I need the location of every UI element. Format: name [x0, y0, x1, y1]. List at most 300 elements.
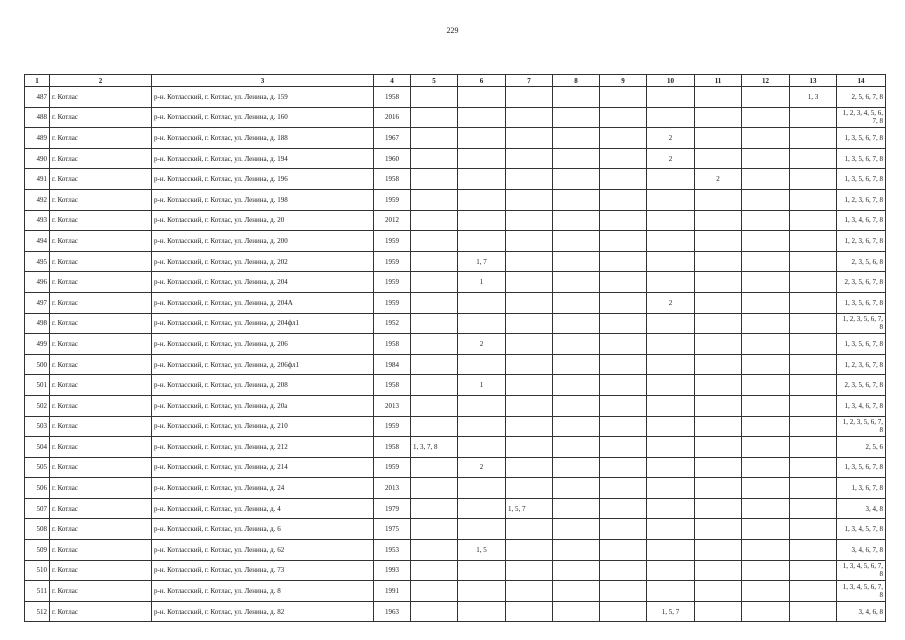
table-row [25, 251, 886, 272]
cell-col-12 [742, 540, 790, 561]
cell-col-9 [600, 498, 647, 519]
cell-col-11 [695, 437, 742, 458]
cell-col-5 [411, 478, 458, 499]
cell-col-9 [600, 169, 647, 190]
table-row [25, 395, 886, 416]
cell-col-6 [458, 560, 506, 581]
cell-col-8 [553, 540, 600, 561]
cell-col-13 [790, 292, 837, 313]
cell-col-9 [600, 87, 647, 108]
cell-col-7 [506, 87, 553, 108]
cell-col-5 [411, 457, 458, 478]
cell-col-4: 1958 [374, 375, 411, 396]
cell-col-10 [647, 189, 695, 210]
cell-col-7 [506, 189, 553, 210]
cell-col-12 [742, 478, 790, 499]
cell-col-9 [600, 107, 647, 128]
cell-col-12 [742, 581, 790, 602]
cell-col-3: р-н. Котласский, г. Котлас, ул. Ленина, д. 204 [152, 272, 374, 293]
cell-col-4: 1993 [374, 560, 411, 581]
cell-col-1: 501 [25, 375, 50, 396]
cell-col-11 [695, 107, 742, 128]
cell-col-11 [695, 148, 742, 169]
cell-col-3: р-н. Котласский, г. Котлас, ул. Ленина, д. 204А [152, 292, 374, 313]
cell-col-14: 1, 3, 4, 6, 7, 8 [837, 210, 886, 231]
cell-col-6: 1 [458, 375, 506, 396]
cell-col-8 [553, 189, 600, 210]
cell-col-4: 1960 [374, 148, 411, 169]
cell-col-8 [553, 334, 600, 355]
cell-col-11 [695, 189, 742, 210]
cell-col-5 [411, 272, 458, 293]
cell-col-10 [647, 169, 695, 190]
cell-col-12 [742, 251, 790, 272]
column-header-3: 3 [152, 75, 374, 87]
cell-col-5 [411, 128, 458, 149]
table-row [25, 148, 886, 169]
cell-col-5 [411, 148, 458, 169]
cell-col-11 [695, 292, 742, 313]
cell-col-8 [553, 272, 600, 293]
cell-col-1: 488 [25, 107, 50, 128]
cell-col-11 [695, 478, 742, 499]
cell-col-8 [553, 128, 600, 149]
cell-col-9 [600, 560, 647, 581]
cell-col-6 [458, 189, 506, 210]
table-row [25, 416, 886, 437]
cell-col-10 [647, 87, 695, 108]
cell-col-6 [458, 601, 506, 622]
cell-col-2: г. Котлас [50, 540, 152, 561]
cell-col-9 [600, 416, 647, 437]
table-row [25, 210, 886, 231]
cell-col-10 [647, 107, 695, 128]
cell-col-3: р-н. Котласский, г. Котлас, ул. Ленина, д. 73 [152, 560, 374, 581]
cell-col-6: 2 [458, 334, 506, 355]
column-header-9: 9 [600, 75, 647, 87]
cell-col-13 [790, 560, 837, 581]
cell-col-1: 511 [25, 581, 50, 602]
cell-col-7 [506, 128, 553, 149]
cell-col-8 [553, 437, 600, 458]
cell-col-13 [790, 334, 837, 355]
cell-col-4: 2013 [374, 478, 411, 499]
cell-col-14: 1, 2, 3, 4, 5, 6, 7, 8 [837, 107, 886, 128]
cell-col-2: г. Котлас [50, 395, 152, 416]
cell-col-11 [695, 560, 742, 581]
cell-col-1: 499 [25, 334, 50, 355]
cell-col-4: 1953 [374, 540, 411, 561]
table-row [25, 375, 886, 396]
cell-col-12 [742, 560, 790, 581]
cell-col-9 [600, 148, 647, 169]
column-header-1: 1 [25, 75, 50, 87]
cell-col-14: 1, 2, 3, 5, 6, 7, 8 [837, 416, 886, 437]
cell-col-7 [506, 395, 553, 416]
cell-col-14: 1, 3, 5, 6, 7, 8 [837, 457, 886, 478]
cell-col-13 [790, 189, 837, 210]
cell-col-1: 500 [25, 354, 50, 375]
cell-col-4: 1959 [374, 251, 411, 272]
cell-col-5 [411, 251, 458, 272]
cell-col-9 [600, 540, 647, 561]
cell-col-3: р-н. Котласский, г. Котлас, ул. Ленина, д. 204фл1 [152, 313, 374, 334]
cell-col-5 [411, 210, 458, 231]
cell-col-14: 1, 3, 4, 6, 7, 8 [837, 395, 886, 416]
cell-col-4: 2013 [374, 395, 411, 416]
cell-col-12 [742, 457, 790, 478]
registry-table [24, 74, 886, 622]
cell-col-5 [411, 498, 458, 519]
table-header-row [25, 75, 886, 87]
cell-col-10 [647, 272, 695, 293]
cell-col-13 [790, 354, 837, 375]
cell-col-6 [458, 395, 506, 416]
cell-col-4: 1991 [374, 581, 411, 602]
cell-col-7 [506, 169, 553, 190]
cell-col-5 [411, 169, 458, 190]
cell-col-8 [553, 457, 600, 478]
cell-col-13 [790, 313, 837, 334]
cell-col-4: 1963 [374, 601, 411, 622]
cell-col-8 [553, 581, 600, 602]
cell-col-1: 495 [25, 251, 50, 272]
cell-col-6 [458, 437, 506, 458]
cell-col-2: г. Котлас [50, 519, 152, 540]
cell-col-13 [790, 601, 837, 622]
cell-col-14: 3, 4, 8 [837, 498, 886, 519]
cell-col-10 [647, 437, 695, 458]
cell-col-8 [553, 519, 600, 540]
cell-col-14: 1, 3, 6, 7, 8 [837, 478, 886, 499]
cell-col-12 [742, 107, 790, 128]
cell-col-12 [742, 272, 790, 293]
cell-col-9 [600, 189, 647, 210]
cell-col-13 [790, 210, 837, 231]
table-row [25, 519, 886, 540]
cell-col-3: р-н. Котласский, г. Котлас, ул. Ленина, д. 159 [152, 87, 374, 108]
cell-col-8 [553, 87, 600, 108]
table-row [25, 107, 886, 128]
cell-col-7 [506, 210, 553, 231]
cell-col-12 [742, 87, 790, 108]
cell-col-10 [647, 251, 695, 272]
cell-col-6 [458, 148, 506, 169]
table-row [25, 169, 886, 190]
cell-col-7 [506, 107, 553, 128]
cell-col-14: 2, 5, 6, 7, 8 [837, 87, 886, 108]
cell-col-6 [458, 87, 506, 108]
cell-col-11 [695, 251, 742, 272]
cell-col-1: 504 [25, 437, 50, 458]
cell-col-10 [647, 519, 695, 540]
cell-col-2: г. Котлас [50, 437, 152, 458]
cell-col-13 [790, 251, 837, 272]
cell-col-7 [506, 313, 553, 334]
cell-col-4: 1958 [374, 437, 411, 458]
table-row [25, 272, 886, 293]
table-row [25, 354, 886, 375]
cell-col-2: г. Котлас [50, 313, 152, 334]
cell-col-13 [790, 375, 837, 396]
cell-col-5 [411, 231, 458, 252]
cell-col-11 [695, 210, 742, 231]
cell-col-10 [647, 375, 695, 396]
cell-col-5 [411, 395, 458, 416]
cell-col-2: г. Котлас [50, 478, 152, 499]
cell-col-8 [553, 251, 600, 272]
cell-col-14: 1, 2, 3, 6, 7, 8 [837, 354, 886, 375]
cell-col-1: 505 [25, 457, 50, 478]
column-header-10: 10 [647, 75, 695, 87]
cell-col-9 [600, 395, 647, 416]
cell-col-2: г. Котлас [50, 375, 152, 396]
cell-col-12 [742, 169, 790, 190]
cell-col-2: г. Котлас [50, 87, 152, 108]
cell-col-7 [506, 560, 553, 581]
cell-col-9 [600, 519, 647, 540]
cell-col-10: 1, 5, 7 [647, 601, 695, 622]
cell-col-14: 2, 3, 5, 6, 7, 8 [837, 272, 886, 293]
cell-col-3: р-н. Котласский, г. Котлас, ул. Ленина, д. 62 [152, 540, 374, 561]
cell-col-2: г. Котлас [50, 107, 152, 128]
cell-col-9 [600, 581, 647, 602]
cell-col-12 [742, 601, 790, 622]
cell-col-8 [553, 478, 600, 499]
cell-col-10 [647, 416, 695, 437]
cell-col-6 [458, 169, 506, 190]
cell-col-12 [742, 437, 790, 458]
cell-col-1: 498 [25, 313, 50, 334]
cell-col-4: 1959 [374, 189, 411, 210]
cell-col-4: 1959 [374, 231, 411, 252]
cell-col-12 [742, 375, 790, 396]
cell-col-3: р-н. Котласский, г. Котлас, ул. Ленина, д. 202 [152, 251, 374, 272]
cell-col-11 [695, 519, 742, 540]
cell-col-2: г. Котлас [50, 354, 152, 375]
table-row [25, 540, 886, 561]
cell-col-12 [742, 313, 790, 334]
table-row [25, 292, 886, 313]
cell-col-13 [790, 540, 837, 561]
cell-col-11 [695, 395, 742, 416]
cell-col-10 [647, 231, 695, 252]
cell-col-9 [600, 231, 647, 252]
cell-col-5: 1, 3, 7, 8 [411, 437, 458, 458]
cell-col-3: р-н. Котласский, г. Котлас, ул. Ленина, д. 4 [152, 498, 374, 519]
cell-col-2: г. Котлас [50, 601, 152, 622]
cell-col-5 [411, 560, 458, 581]
table-row [25, 128, 886, 149]
table-row [25, 334, 886, 355]
cell-col-1: 507 [25, 498, 50, 519]
cell-col-13 [790, 107, 837, 128]
cell-col-11 [695, 457, 742, 478]
column-header-14: 14 [837, 75, 886, 87]
cell-col-6 [458, 498, 506, 519]
cell-col-14: 1, 3, 5, 6, 7, 8 [837, 169, 886, 190]
cell-col-12 [742, 148, 790, 169]
cell-col-10 [647, 395, 695, 416]
cell-col-6: 2 [458, 457, 506, 478]
cell-col-9 [600, 478, 647, 499]
cell-col-8 [553, 313, 600, 334]
cell-col-14: 1, 3, 4, 5, 7, 8 [837, 519, 886, 540]
cell-col-7 [506, 437, 553, 458]
column-header-8: 8 [553, 75, 600, 87]
cell-col-4: 1959 [374, 292, 411, 313]
cell-col-9 [600, 313, 647, 334]
cell-col-9 [600, 437, 647, 458]
cell-col-7 [506, 540, 553, 561]
cell-col-5 [411, 107, 458, 128]
cell-col-14: 1, 2, 3, 6, 7, 8 [837, 189, 886, 210]
cell-col-14: 1, 2, 3, 6, 7, 8 [837, 231, 886, 252]
cell-col-1: 493 [25, 210, 50, 231]
cell-col-5 [411, 87, 458, 108]
cell-col-3: р-н. Котласский, г. Котлас, ул. Ленина, д. 196 [152, 169, 374, 190]
cell-col-6 [458, 128, 506, 149]
table-row [25, 437, 886, 458]
cell-col-8 [553, 169, 600, 190]
cell-col-1: 508 [25, 519, 50, 540]
cell-col-3: р-н. Котласский, г. Котлас, ул. Ленина, д. 212 [152, 437, 374, 458]
cell-col-1: 502 [25, 395, 50, 416]
cell-col-2: г. Котлас [50, 457, 152, 478]
cell-col-12 [742, 210, 790, 231]
cell-col-2: г. Котлас [50, 560, 152, 581]
cell-col-11 [695, 601, 742, 622]
cell-col-3: р-н. Котласский, г. Котлас, ул. Ленина, д. 198 [152, 189, 374, 210]
cell-col-8 [553, 601, 600, 622]
cell-col-11 [695, 354, 742, 375]
cell-col-5 [411, 375, 458, 396]
cell-col-7 [506, 272, 553, 293]
cell-col-12 [742, 128, 790, 149]
column-header-7: 7 [506, 75, 553, 87]
cell-col-13 [790, 231, 837, 252]
page-number: 229 [446, 26, 459, 35]
cell-col-7 [506, 375, 553, 396]
cell-col-6: 1 [458, 272, 506, 293]
cell-col-14: 1, 3, 5, 6, 7, 8 [837, 148, 886, 169]
cell-col-2: г. Котлас [50, 272, 152, 293]
cell-col-5 [411, 540, 458, 561]
cell-col-10 [647, 581, 695, 602]
cell-col-11 [695, 334, 742, 355]
column-header-6: 6 [458, 75, 506, 87]
cell-col-4: 2016 [374, 107, 411, 128]
cell-col-8 [553, 375, 600, 396]
cell-col-11 [695, 540, 742, 561]
table-row [25, 457, 886, 478]
cell-col-7 [506, 416, 553, 437]
cell-col-9 [600, 210, 647, 231]
cell-col-12 [742, 334, 790, 355]
cell-col-1: 490 [25, 148, 50, 169]
cell-col-3: р-н. Котласский, г. Котлас, ул. Ленина, д. 200 [152, 231, 374, 252]
cell-col-11 [695, 416, 742, 437]
cell-col-5 [411, 313, 458, 334]
cell-col-8 [553, 292, 600, 313]
cell-col-10: 2 [647, 292, 695, 313]
cell-col-11 [695, 581, 742, 602]
cell-col-10 [647, 478, 695, 499]
cell-col-11 [695, 272, 742, 293]
cell-col-1: 494 [25, 231, 50, 252]
cell-col-8 [553, 210, 600, 231]
cell-col-1: 489 [25, 128, 50, 149]
cell-col-6 [458, 313, 506, 334]
cell-col-5 [411, 601, 458, 622]
column-header-4: 4 [374, 75, 411, 87]
cell-col-6 [458, 581, 506, 602]
cell-col-13 [790, 169, 837, 190]
table-row [25, 231, 886, 252]
cell-col-2: г. Котлас [50, 128, 152, 149]
cell-col-3: р-н. Котласский, г. Котлас, ул. Ленина, д. 8 [152, 581, 374, 602]
cell-col-3: р-н. Котласский, г. Котлас, ул. Ленина, д. 24 [152, 478, 374, 499]
cell-col-4: 1959 [374, 457, 411, 478]
cell-col-11 [695, 375, 742, 396]
cell-col-2: г. Котлас [50, 189, 152, 210]
cell-col-10 [647, 560, 695, 581]
cell-col-13 [790, 416, 837, 437]
cell-col-3: р-н. Котласский, г. Котлас, ул. Ленина, д. 214 [152, 457, 374, 478]
column-header-2: 2 [50, 75, 152, 87]
cell-col-13 [790, 272, 837, 293]
cell-col-3: р-н. Котласский, г. Котлас, ул. Ленина, д. 20 [152, 210, 374, 231]
cell-col-14: 1, 3, 5, 6, 7, 8 [837, 128, 886, 149]
cell-col-14: 1, 2, 3, 5, 6, 7, 8 [837, 313, 886, 334]
cell-col-10: 2 [647, 128, 695, 149]
cell-col-7 [506, 601, 553, 622]
cell-col-4: 1958 [374, 169, 411, 190]
table-row [25, 581, 886, 602]
cell-col-8 [553, 498, 600, 519]
cell-col-12 [742, 498, 790, 519]
cell-col-6 [458, 416, 506, 437]
cell-col-7 [506, 478, 553, 499]
table-row [25, 498, 886, 519]
cell-col-8 [553, 560, 600, 581]
cell-col-1: 509 [25, 540, 50, 561]
cell-col-2: г. Котлас [50, 251, 152, 272]
cell-col-1: 496 [25, 272, 50, 293]
cell-col-6 [458, 210, 506, 231]
cell-col-4: 2012 [374, 210, 411, 231]
table-row [25, 189, 886, 210]
cell-col-2: г. Котлас [50, 498, 152, 519]
cell-col-13 [790, 128, 837, 149]
cell-col-3: р-н. Котласский, г. Котлас, ул. Ленина, д. 160 [152, 107, 374, 128]
cell-col-3: р-н. Котласский, г. Котлас, ул. Ленина, д. 6 [152, 519, 374, 540]
column-header-12: 12 [742, 75, 790, 87]
cell-col-4: 1967 [374, 128, 411, 149]
cell-col-7 [506, 251, 553, 272]
cell-col-2: г. Котлас [50, 169, 152, 190]
cell-col-10 [647, 334, 695, 355]
cell-col-10: 2 [647, 148, 695, 169]
cell-col-12 [742, 189, 790, 210]
cell-col-9 [600, 334, 647, 355]
cell-col-5 [411, 334, 458, 355]
cell-col-9 [600, 601, 647, 622]
table-row [25, 601, 886, 622]
cell-col-1: 491 [25, 169, 50, 190]
cell-col-4: 1984 [374, 354, 411, 375]
cell-col-8 [553, 231, 600, 252]
